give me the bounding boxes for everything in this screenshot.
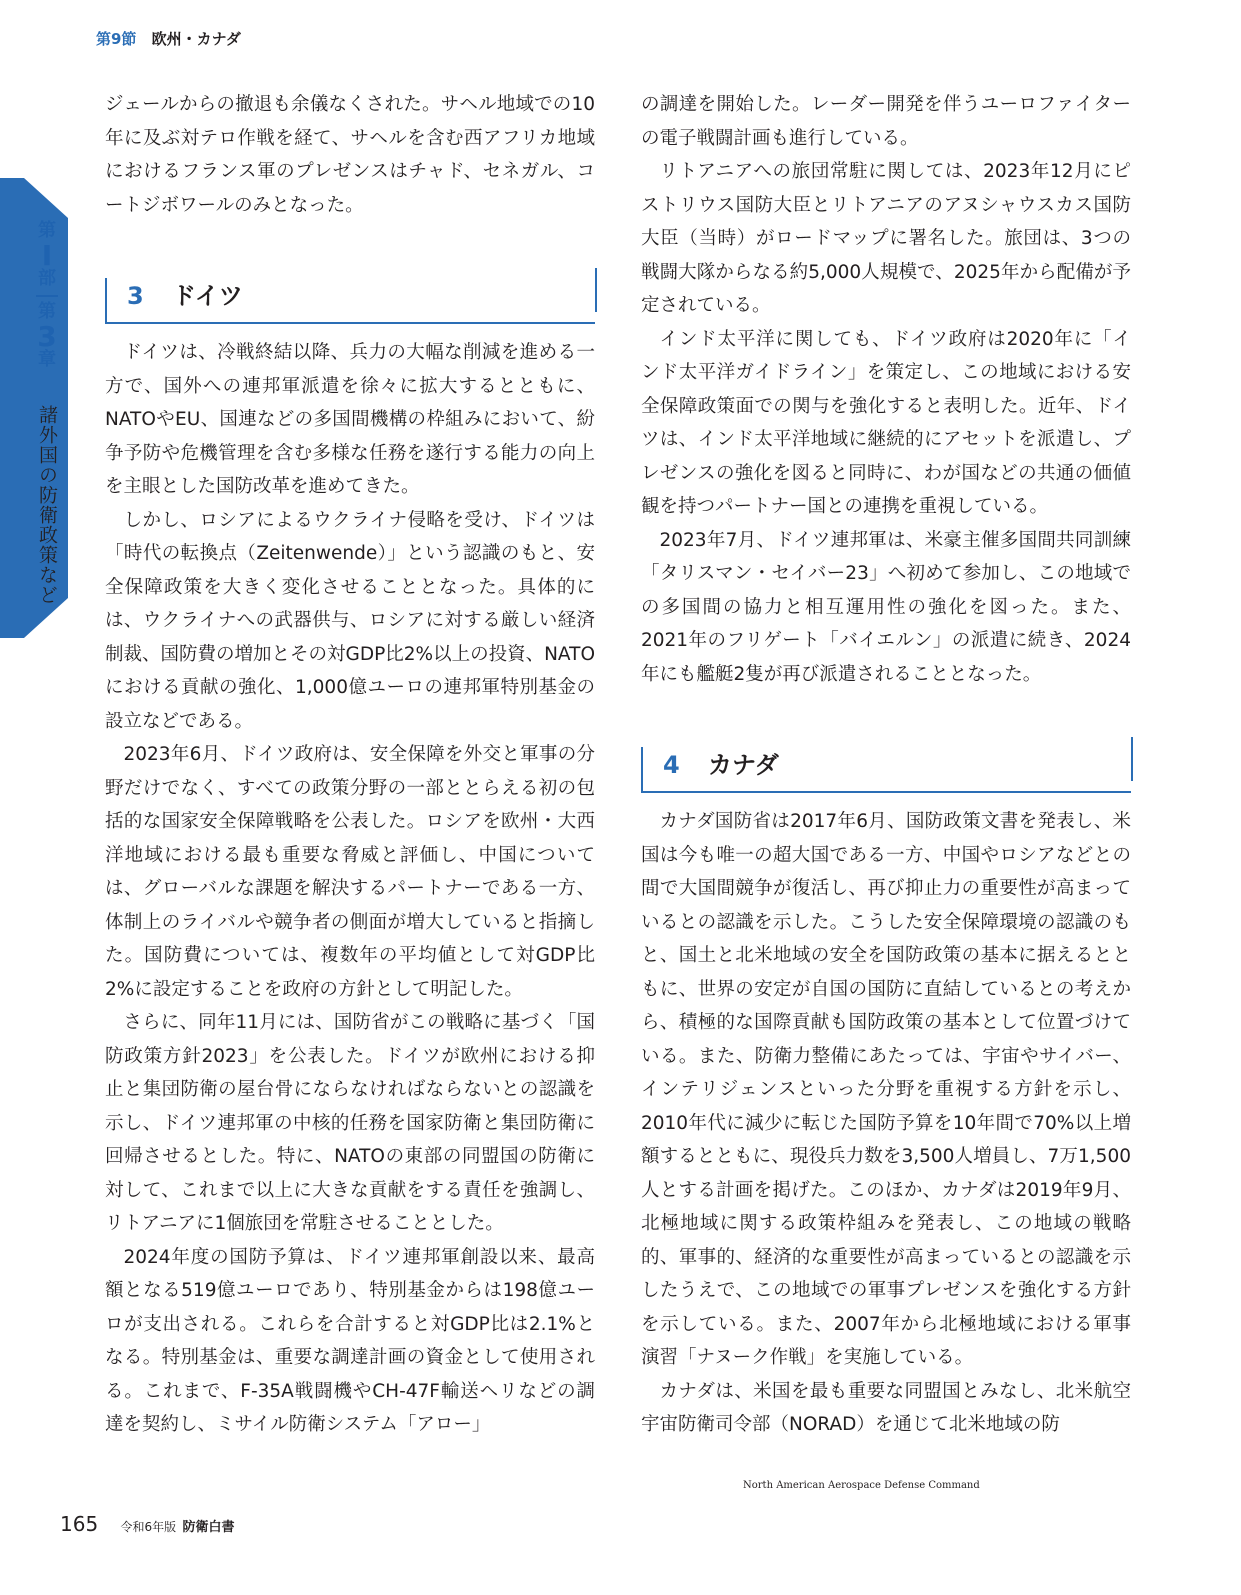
- paragraph: リトアニアへの旅団常駐に関しては、2023年12月にピストリウス国防大臣とリトアニアのアヌシャウスカス国防大臣（当時）がロードマップに署名した。旅団は、3つの戦闘大隊からなる約5,000人規模で、2025年から配備が予定されている。: [641, 161, 1131, 316]
- chapter-suffix: 章: [38, 349, 56, 371]
- paragraph: インド太平洋に関しても、ドイツ政府は2020年に「インド太平洋ガイドライン」を策定し、この地域における安全保障政策面での関与を強化すると表明した。近年、ドイツは、インド太平洋地域に継続的にアセットを派遣し、プレゼンスの強化を図ると同時に、わが国などの共通の価値観を持つパートナー国との連携を重視している。: [641, 328, 1131, 517]
- heading-number: 3: [127, 282, 144, 310]
- section-heading-germany: [105, 278, 595, 324]
- heading-number: 4: [663, 751, 680, 779]
- left-column: [105, 88, 595, 1442]
- chapter-number: 3: [37, 320, 57, 354]
- paragraph: カナダは、米国を最も重要な同盟国とみなし、北米航空宇宙防衛司令部（NORAD）を通じて北米地域の防: [641, 1380, 1131, 1435]
- part-chapter-label: [27, 222, 67, 370]
- paragraph: 2024年度の国防予算は、ドイツ連邦軍創設以来、最高額となる519億ユーロであり、特別基金からは198億ユーロが支出される。これらを合計すると対GDP比は2.1%となる。特別基金は、重要な調達計画の資金として使用される。これまで、F-35A戦闘機やCH-47F輸送ヘリなどの調達を契約し、ミサイル防衛システム「アロー」: [105, 1246, 595, 1435]
- tab-divider: [36, 295, 58, 297]
- paragraph: 2023年6月、ドイツ政府は、安全保障を外交と軍事の分野だけでなく、すべての政策分野の一部ととらえる初の包括的な国家安全保障戦略を公表した。ロシアを欧州・大西洋地域における最も重要な脅威と評価し、中国については、グローバルな課題を解決するパートナーである一方、体制上のライバルや競争者の側面が増大していると指摘した。国防費については、複数年の平均値として対GDP比2%に設定することを政府の方針として明記した。: [105, 744, 595, 1000]
- heading-title: カナダ: [708, 751, 779, 779]
- paragraph: しかし、ロシアによるウクライナ侵略を受け、ドイツは「時代の転換点（Zeitenwende）」という認識のもと、安全保障政策を大きく変化させることとなった。具体的には、ウクライナへの武器供与、ロシアに対する厳しい経済制裁、国防費の増加とその対GDP比2%以上の投資、NATOにおける貢献の強化、1,000億ユーロの連邦軍特別基金の設立などである。: [105, 509, 596, 732]
- paragraph: の調達を開始した。レーダー開発を伴うユーロファイターの電子戦闘計画も進行している。: [641, 94, 1131, 149]
- chapter-title-vertical: 諸外国の防衛政策など: [36, 405, 58, 605]
- part-prefix: 第: [38, 220, 56, 241]
- page-footer: [60, 1512, 235, 1536]
- paragraph: 2023年7月、ドイツ連邦軍は、米豪主催多国間共同訓練「タリスマン・セイバー23」へ初めて参加し、この地域での多国間の協力と相互運用性の強化を図った。また、2021年のフリゲート「バイエルン」の派遣に続き、2024年にも艦艇2隻が再び派遣されることとなった。: [641, 529, 1131, 685]
- chapter-prefix: 第: [38, 301, 56, 323]
- page-number: 165: [60, 1512, 99, 1536]
- section-heading-canada: [641, 747, 1131, 793]
- paragraph: カナダ国防省は2017年6月、国防政策文書を発表し、米国は今も唯一の超大国である一方、中国やロシアなどとの間で大国間競争が復活し、再び抑止力の重要性が高まっているとの認識を示した。こうした安全保障環境の認識のもと、国土と北米地域の安全を国防政策の基本に据えるとともに、世界の安定が自国の国防に直結しているとの考えから、積極的な国際貢献も国防政策の基本として位置づけている。また、防衛力整備にあたっては、宇宙やサイバー、インテリジェンスといった分野を重視する方針を示し、2010年代に減少に転じた国防予算を10年間で70%以上増額するとともに、現役兵力数を3,500人増員し、7万1,500人とする計画を掲げた。このほか、カナダは2019年9月、北極地域に関する政策枠組みを発表し、この地域の戦略的、軍事的、経済的な重要性が高まっているとの認識を示したうえで、この地域での軍事プレゼンスを強化する方針を示している。また、2007年から北極地域における軍事演習「ナヌーク作戦」を実施している。: [641, 811, 1131, 1368]
- part-suffix: 部: [38, 268, 56, 290]
- book-title: 防衛白書: [182, 1520, 235, 1535]
- section-number: 第9節: [96, 30, 137, 48]
- section-title: 欧州・カナダ: [151, 30, 241, 48]
- right-column: [641, 88, 1131, 1442]
- edition-label: 令和6年版: [120, 1520, 177, 1534]
- running-header: [96, 28, 241, 49]
- norad-annotation: North American Aerospace Defense Command: [743, 1480, 980, 1491]
- paragraph: さらに、同年11月には、国防省がこの戦略に基づく「国防政策方針2023」を公表した。ドイツが欧州における抑止と集団防衛の屋台骨にならなければならないとの認識を示し、ドイツ連邦軍の中核的任務を国家防衛と集団防衛に回帰させるとした。特に、NATOの東部の同盟国の防衛に対して、これまで以上に大きな貢献をする責任を強調し、リトアニアに1個旅団を常駐させることとした。: [105, 1012, 595, 1234]
- paragraph: ジェールからの撤退も余儀なくされた。サヘル地域での10年に及ぶ対テロ作戦を経て、サヘルを含む西アフリカ地域におけるフランス軍のプレゼンスはチャド、セネガル、コートジボワールのみとなった。: [105, 94, 595, 216]
- part-number: I: [41, 238, 53, 272]
- paragraph: ドイツは、冷戦終結以降、兵力の大幅な削減を進める一方で、国外への連邦軍派遣を徐々に拡大するとともに、NATOやEU、国連などの多国間機構の枠組みにおいて、紛争予防や危機管理を含む多様な任務を遂行する能力の向上を主眼とした国防改革を進めてきた。: [105, 342, 595, 497]
- heading-title: ドイツ: [172, 282, 243, 310]
